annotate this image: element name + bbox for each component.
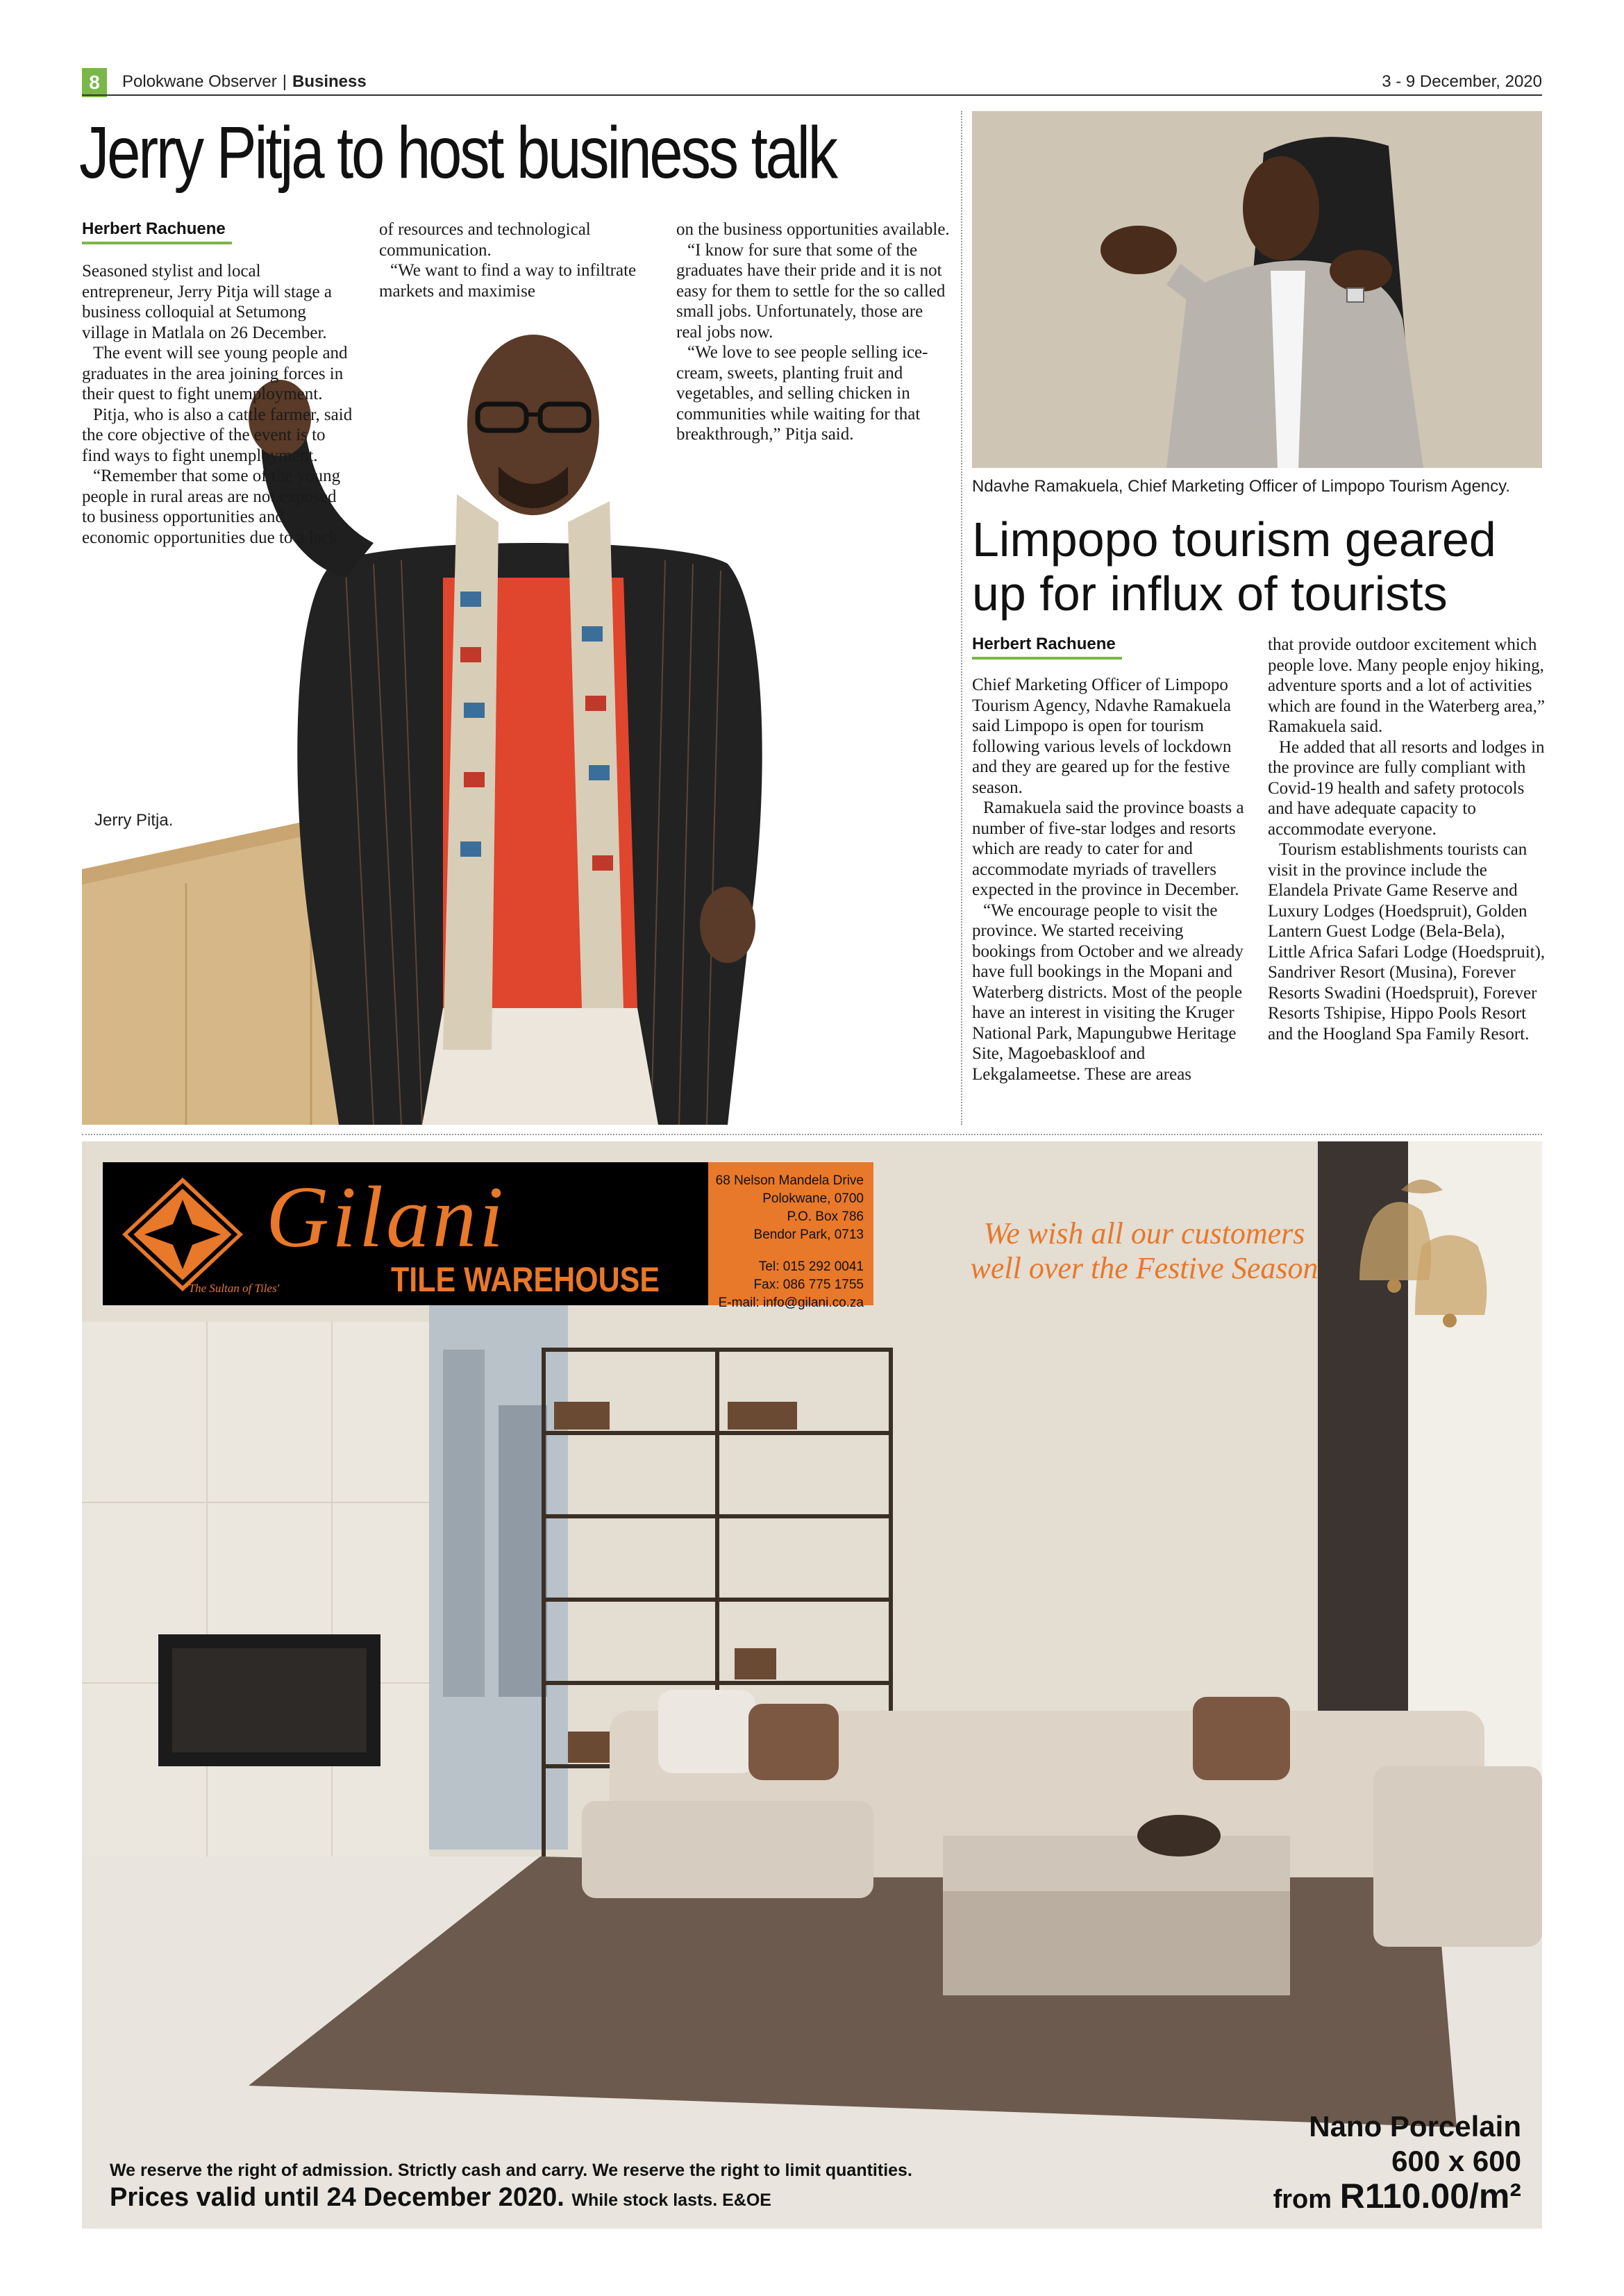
paragraph: He added that all resorts and lodges in the province are fully compliant with Covid-19 health and safety protocols and have adequate capacity to accommodate everyone. xyxy=(1268,737,1545,839)
column-divider xyxy=(961,111,962,1125)
paragraph: “We want to find a way to infiltrate markets and maximise xyxy=(379,261,637,301)
article2-column-1 xyxy=(972,675,1246,1084)
ndavhe-ramakuela-photo xyxy=(972,111,1542,468)
jerry-photo-caption: Jerry Pitja. xyxy=(94,811,174,830)
ndavhe-illustration xyxy=(972,111,1542,468)
paragraph: on the business opportunities available. xyxy=(676,220,950,239)
article2-headline: Limpopo tourism geared up for influx of tourists xyxy=(972,512,1496,621)
issue-date: 3 - 9 December, 2020 xyxy=(1382,72,1542,91)
address-line: P.O. Box 786 xyxy=(787,1209,864,1224)
article1-author: Herbert Rachuene xyxy=(82,219,226,238)
article1-headline: Jerry Pitja to host business talk xyxy=(79,112,836,194)
gesturing-hand xyxy=(1100,226,1177,274)
festive-message xyxy=(901,1216,1387,1286)
publication-line xyxy=(122,72,367,92)
paragraph: “We love to see people selling ice-cream, sweets, planting fruit and vegetables, and selling chicken in communities while waiting for that breakthrough,” Pitja said. xyxy=(676,343,928,444)
tile-warehouse: TILE WAREHOUSE xyxy=(391,1260,660,1299)
article1-column-2 xyxy=(379,219,650,301)
paragraph: of resources and technological communication. xyxy=(379,220,591,260)
price-from: from xyxy=(1273,2185,1332,2214)
paragraph: Ramakuela said the province boasts a number of five-star lodges and resorts which are ready to cater for and accommodate myriads of travellers expected in the province in December. xyxy=(972,798,1244,899)
article1-column-1 xyxy=(82,261,353,548)
prices-valid-line xyxy=(110,2183,771,2213)
ndavhe-photo-caption: Ndavhe Ramakuela, Chief Marketing Officer of Limpopo Tourism Agency. xyxy=(972,477,1511,496)
brand-slogan: 'The Sultan of Tiles' xyxy=(186,1282,280,1295)
ad-disclaimer: We reserve the right of admission. Strictly cash and carry. We reserve the right to limit quantities. xyxy=(110,2161,912,2180)
header-separator: | xyxy=(282,72,287,91)
article1-byline xyxy=(82,219,232,244)
product-size: 600 x 600 xyxy=(1391,2145,1521,2177)
festive-line-1: We wish all our customers xyxy=(983,1216,1305,1250)
paragraph: “I know for sure that some of the graduates have their pride and it is not easy for them to settle for the so called small jobs. Unfortunately, those are real jobs now. xyxy=(676,240,946,342)
page-number: 8 xyxy=(82,68,107,97)
prices-valid: Prices valid until 24 December 2020. xyxy=(110,2183,564,2212)
byline-rule xyxy=(82,242,232,244)
article2-author: Herbert Rachuene xyxy=(972,635,1116,653)
gilani-advertisement xyxy=(82,1141,1542,2229)
section-divider xyxy=(82,1134,1542,1135)
address-line: 68 Nelson Mandela Drive xyxy=(715,1173,864,1188)
paragraph: “Remember that some of the young people in rural areas are not exposed to business opportunities and economic opportunities due to a lack xyxy=(82,467,341,547)
christmas-bells-icon xyxy=(1318,1162,1526,1371)
address-line: Polokwane, 0700 xyxy=(762,1191,864,1206)
paragraph: Seasoned stylist and local entrepreneur, Jerry Pitja will stage a business colloquial at Setumong village in Matlala on 26 December. xyxy=(82,262,332,342)
paragraph: that provide outdoor excitement which people love. Many people enjoy hiking, adventure sports and a lot of activities which are found in the Waterberg area,” Ramakuela said. xyxy=(1268,635,1545,736)
product-name: Nano Porcelain xyxy=(1309,2110,1521,2143)
telephone: Tel: 015 292 0041 xyxy=(758,1259,864,1274)
festive-line-2: well over the Festive Season xyxy=(970,1251,1319,1285)
contact-details xyxy=(708,1162,873,1310)
header-rule xyxy=(82,94,1542,96)
paragraph: Tourism establishments tourists can visit in the province include the Elandela Private Game Reserve and Luxury Lodges (Hoedspruit), Golden Lantern Guest Lodge (Bela-Bela), Little Africa Safari Lodge (Hoedspruit), Sandriver Resort (Musina), Forever Resorts Swadini (Hoedspruit), Forever Resorts Tshipise, Hippo Pools Resort and the Hoogland Spa Family Resort. xyxy=(1268,840,1546,1044)
head xyxy=(1243,156,1319,260)
section-name: Business xyxy=(292,72,367,91)
paragraph: Pitja, who is also a cattle farmer, said the core objective of the event is to find ways to fight unemployment. xyxy=(82,405,353,465)
address-line: Bendor Park, 0713 xyxy=(753,1227,864,1242)
coffee-table xyxy=(943,1836,1290,1891)
article2-column-2 xyxy=(1268,635,1546,1044)
publication-name: Polokwane Observer xyxy=(122,72,277,91)
diamond-logo-icon xyxy=(117,1172,249,1297)
product-price: R110.00/m² xyxy=(1339,2177,1521,2215)
paragraph: Chief Marketing Officer of Limpopo Tourism Agency, Ndavhe Ramakuela said Limpopo is open for tourism following various levels of lockdown and they are geared up for the festive season. xyxy=(972,676,1232,797)
article2-byline xyxy=(972,635,1122,660)
gilani-logo-banner xyxy=(103,1162,873,1310)
stock-note: While stock lasts. E&OE xyxy=(571,2190,771,2210)
paragraph: “We encourage people to visit the province. We started receiving bookings from October and we already have full bookings in the Mopani and Waterberg districts. Most of the people have an interest in visiting the Kruger National Park, Mapungubwe Heritage Site, Magoebaskloof and Lekgalameetse. These are areas xyxy=(972,900,1244,1084)
gilani-brand: Gilani xyxy=(266,1169,507,1266)
paragraph: The event will see young people and graduates in the area joining forces in their quest to fight unemployment. xyxy=(82,344,348,403)
byline-rule xyxy=(972,657,1122,660)
product-offer xyxy=(1273,2109,1521,2217)
fax: Fax: 086 775 1755 xyxy=(753,1277,864,1292)
article1-column-3 xyxy=(676,219,951,445)
email: E-mail: info@gilani.co.za xyxy=(718,1296,864,1310)
